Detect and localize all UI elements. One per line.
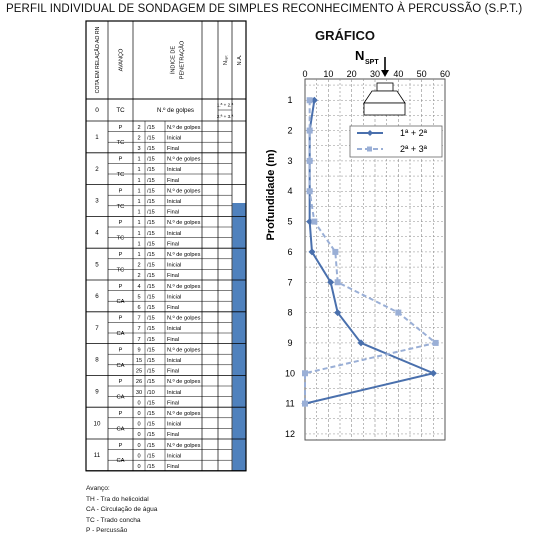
x-tick-label: 30	[369, 69, 381, 79]
interval-avanco-bottom: CA	[116, 394, 125, 401]
penetration-cell: /15	[147, 305, 155, 311]
data-point-series-2	[307, 97, 313, 103]
penetration-cell: /15	[147, 315, 155, 322]
penetration-cell: /15	[147, 146, 155, 152]
blow-count-cell: 7	[137, 315, 141, 322]
y-tick-label: 6	[287, 246, 293, 257]
data-point-series-2	[335, 279, 341, 285]
blow-count-cell: 0	[137, 432, 141, 439]
y-tick-label: 4	[287, 186, 293, 197]
legend-label-1: 1ª + 2ª	[400, 128, 427, 138]
interval-depth: 10	[93, 420, 101, 428]
legend-label-2: 2ª + 3ª	[400, 144, 427, 154]
penetration-cell: /10	[147, 389, 155, 396]
blow-label-cell: Inicial	[167, 167, 182, 174]
header-na: N.A.	[237, 54, 243, 66]
page-title: PERFIL INDIVIDUAL DE SONDAGEM DE SIMPLES RECONHECIMENTO À PERCUSSÃO (S.P.T.)	[6, 3, 523, 15]
penetration-cell: /15	[147, 368, 155, 375]
legend-marker-2	[367, 147, 372, 152]
blow-label-cell: Final	[167, 146, 180, 152]
data-point-series-2	[302, 401, 308, 407]
interval-avanco-top: P	[118, 188, 123, 195]
interval-avanco-bottom: TC	[116, 203, 125, 210]
y-tick-label: 9	[287, 337, 293, 348]
interval-depth: 4	[95, 229, 99, 237]
blow-label-cell: Final	[167, 241, 180, 248]
blow-count-cell: 6	[137, 305, 141, 311]
penetration-cell: /15	[147, 241, 155, 248]
interval-avanco-bottom: CA	[116, 331, 125, 337]
penetration-cell: /15	[147, 167, 155, 174]
blow-count-cell: 2	[137, 273, 141, 280]
blow-count-cell: 1	[137, 230, 141, 237]
interval-avanco-top: P	[118, 156, 123, 163]
blow-label-cell: Inicial	[167, 358, 182, 364]
interval-avanco-bottom: CA	[116, 458, 125, 465]
penetration-cell: /15	[147, 262, 155, 269]
row0-avanco: TC	[116, 107, 125, 114]
blow-count-cell: 2	[137, 135, 141, 142]
interval-depth: 5	[95, 261, 99, 269]
hammer-base-icon	[364, 103, 405, 115]
interval-avanco-bottom: CA	[116, 299, 125, 306]
row0-nspt-bottom: 2.ª + 3.ª	[216, 114, 234, 119]
x-tick-label: 0	[302, 69, 308, 79]
blow-label-cell: Final	[167, 305, 180, 311]
interval-depth: 11	[93, 452, 101, 460]
penetration-cell: /15	[147, 347, 155, 354]
row0-nspt-top: 1.ª + 2.ª	[216, 102, 234, 108]
data-point-series-2	[433, 340, 439, 346]
penetration-cell: /15	[147, 283, 155, 290]
blow-label-cell: Inicial	[167, 135, 182, 142]
blow-count-cell: 1	[137, 199, 141, 205]
penetration-cell: /15	[147, 421, 155, 428]
blow-label-cell: Final	[167, 177, 180, 184]
interval-depth: 3	[95, 197, 99, 205]
interval-avanco-top: P	[118, 442, 123, 449]
y-tick-label: 12	[284, 428, 296, 439]
penetration-cell: /15	[147, 135, 155, 142]
interval-depth: 9	[95, 388, 99, 396]
blow-count-cell: 0	[137, 464, 141, 470]
blow-label-cell: Final	[167, 209, 180, 216]
legend-item-th: TH - Tra do helicoidal	[86, 495, 149, 503]
y-tick-label: 10	[284, 368, 296, 379]
blow-label-cell: N.º de golpes	[167, 188, 201, 195]
penetration-cell: /15	[147, 209, 155, 216]
blow-label-cell: Final	[167, 273, 180, 280]
interval-avanco-bottom: TC	[116, 172, 125, 178]
x-tick-label: 60	[439, 69, 451, 79]
blow-label-cell: N.º de golpes	[167, 220, 201, 227]
y-tick-label: 7	[287, 277, 293, 288]
interval-avanco-top: P	[118, 347, 123, 354]
data-point-series-2	[311, 219, 317, 225]
penetration-cell: /15	[147, 453, 155, 460]
arrow-head-icon	[381, 70, 389, 77]
x-tick-label: 50	[416, 69, 427, 79]
interval-avanco-top: P	[118, 315, 123, 322]
blow-count-cell: 26	[135, 379, 143, 386]
blow-count-cell: 1	[137, 220, 141, 227]
interval-depth: 8	[95, 356, 99, 364]
y-tick-label: 2	[287, 125, 293, 136]
x-tick-label: 10	[323, 69, 334, 79]
blow-label-cell: Final	[167, 432, 180, 439]
penetration-cell: /15	[147, 432, 155, 439]
chart-title: GRÁFICO	[315, 28, 375, 43]
penetration-cell: /15	[147, 177, 155, 184]
blow-label-cell: Final	[167, 464, 180, 470]
blow-label-cell: Inicial	[167, 453, 182, 460]
blow-label-cell: N.º de golpes	[167, 347, 201, 354]
blow-count-cell: 1	[137, 241, 141, 248]
blow-label-cell: Final	[167, 368, 180, 375]
legend-item-p: P - Percussão	[86, 527, 128, 535]
x-tick-label: 20	[346, 69, 357, 79]
blow-label-cell: N.º de golpes	[167, 283, 201, 290]
blow-count-cell: 0	[137, 442, 141, 449]
interval-depth: 1	[95, 134, 99, 142]
y-tick-label: 11	[285, 398, 295, 409]
penetration-cell: /15	[147, 400, 155, 407]
blow-count-cell: 1	[137, 156, 141, 163]
blow-count-cell: 9	[137, 347, 141, 354]
interval-avanco-top: P	[118, 220, 123, 227]
blow-label-cell: Inicial	[167, 262, 182, 269]
data-point-series-2	[307, 158, 313, 164]
blow-label-cell: N.º de golpes	[167, 411, 201, 417]
blow-count-cell: 0	[137, 400, 141, 407]
blow-label-cell: Final	[167, 336, 180, 343]
interval-avanco-bottom: TC	[116, 267, 125, 274]
blow-count-cell: 1	[137, 167, 141, 174]
x-axis-label: N	[355, 48, 365, 63]
blow-label-cell: Inicial	[167, 199, 182, 205]
blow-count-cell: 0	[137, 421, 141, 428]
penetration-cell: /15	[147, 199, 155, 205]
interval-depth: 6	[95, 293, 99, 301]
penetration-cell: /15	[147, 124, 155, 131]
penetration-cell: /15	[147, 294, 155, 301]
penetration-cell: /15	[147, 411, 155, 417]
blow-count-cell: 7	[137, 326, 141, 333]
penetration-cell: /15	[147, 336, 155, 343]
blow-count-cell: 15	[135, 358, 143, 364]
blow-label-cell: Inicial	[167, 389, 182, 396]
blow-count-cell: 0	[137, 453, 141, 460]
data-point-series-2	[395, 310, 401, 316]
y-tick-label: 5	[287, 216, 293, 227]
interval-avanco-top: P	[118, 124, 123, 131]
row0-label: N.º de golpes	[156, 107, 195, 114]
legend-item-ca: CA - Circulação de água	[86, 506, 158, 514]
blow-label-cell: Inicial	[167, 230, 182, 237]
blow-count-cell: 1	[137, 209, 141, 216]
blow-label-cell: N.º de golpes	[167, 442, 201, 449]
legend-box	[350, 126, 442, 157]
header-indice-2: PENETRAÇÃO	[179, 40, 186, 80]
data-point-series-2	[302, 370, 308, 376]
penetration-cell: /15	[147, 326, 155, 333]
y-tick-label: 8	[287, 307, 293, 318]
interval-avanco-top: P	[118, 411, 123, 417]
blow-label-cell: Inicial	[167, 326, 182, 333]
blow-count-cell: 30	[135, 389, 143, 396]
blow-count-cell: 2	[137, 124, 141, 131]
legend-heading: Avanço:	[86, 485, 110, 492]
interval-avanco-top: P	[118, 379, 123, 386]
penetration-cell: /15	[147, 220, 155, 227]
row0-depth: 0	[95, 107, 99, 114]
hammer-icon	[377, 83, 393, 91]
blow-label-cell: Inicial	[167, 421, 182, 428]
penetration-cell: /15	[147, 379, 155, 386]
interval-avanco-bottom: TC	[116, 235, 125, 242]
x-axis-label-sub: SPT	[365, 59, 379, 66]
blow-label-cell: Inicial	[167, 294, 182, 301]
interval-avanco-bottom: TC	[116, 140, 125, 147]
penetration-cell: /15	[147, 358, 155, 364]
legend-item-tc: TC - Trado concha	[86, 516, 141, 524]
interval-avanco-top: P	[118, 252, 123, 258]
blow-count-cell: 1	[137, 252, 141, 258]
y-tick-label: 3	[287, 155, 293, 166]
interval-depth: 2	[95, 165, 99, 173]
header-cota: COTA EM RELAÇÃO AO RN	[95, 26, 101, 94]
interval-avanco-top: P	[118, 283, 123, 290]
interval-avanco-bottom: CA	[116, 426, 125, 433]
header-avanco: AVANÇO	[118, 48, 125, 72]
data-point-series-2	[307, 128, 313, 134]
penetration-cell: /15	[147, 188, 155, 195]
x-tick-label: 40	[393, 69, 404, 79]
penetration-cell: /15	[147, 230, 155, 237]
blow-label-cell: N.º de golpes	[167, 315, 201, 322]
y-axis-label: Profundidade (m)	[265, 149, 277, 241]
blow-count-cell: 0	[137, 411, 141, 417]
blow-label-cell: N.º de golpes	[167, 379, 201, 386]
y-tick-label: 1	[287, 95, 293, 106]
blow-label-cell: N.º de golpes	[167, 124, 201, 131]
penetration-cell: /15	[147, 464, 155, 470]
header-indice-1: ÍNDICE DE	[170, 45, 177, 75]
blow-count-cell: 4	[137, 283, 141, 290]
penetration-cell: /15	[147, 442, 155, 449]
blow-count-cell: 1	[137, 188, 141, 195]
blow-count-cell: 25	[135, 368, 143, 375]
data-point-series-2	[307, 188, 313, 194]
blow-count-cell: 2	[137, 262, 141, 269]
header-nspt: Nₛₚₜ	[223, 54, 229, 66]
penetration-cell: /15	[147, 156, 155, 163]
blow-label-cell: Final	[167, 400, 180, 407]
blow-count-cell: 5	[137, 294, 141, 301]
blow-count-cell: 7	[137, 336, 141, 343]
interval-depth: 7	[95, 324, 99, 332]
blow-label-cell: N.º de golpes	[167, 156, 201, 163]
data-point-series-2	[332, 249, 338, 255]
blow-count-cell: 3	[137, 146, 141, 152]
penetration-cell: /15	[147, 252, 155, 258]
blow-label-cell: N.º de golpes	[167, 252, 201, 258]
blow-count-cell: 1	[137, 177, 141, 184]
penetration-cell: /15	[147, 273, 155, 280]
interval-avanco-bottom: CA	[116, 362, 125, 369]
